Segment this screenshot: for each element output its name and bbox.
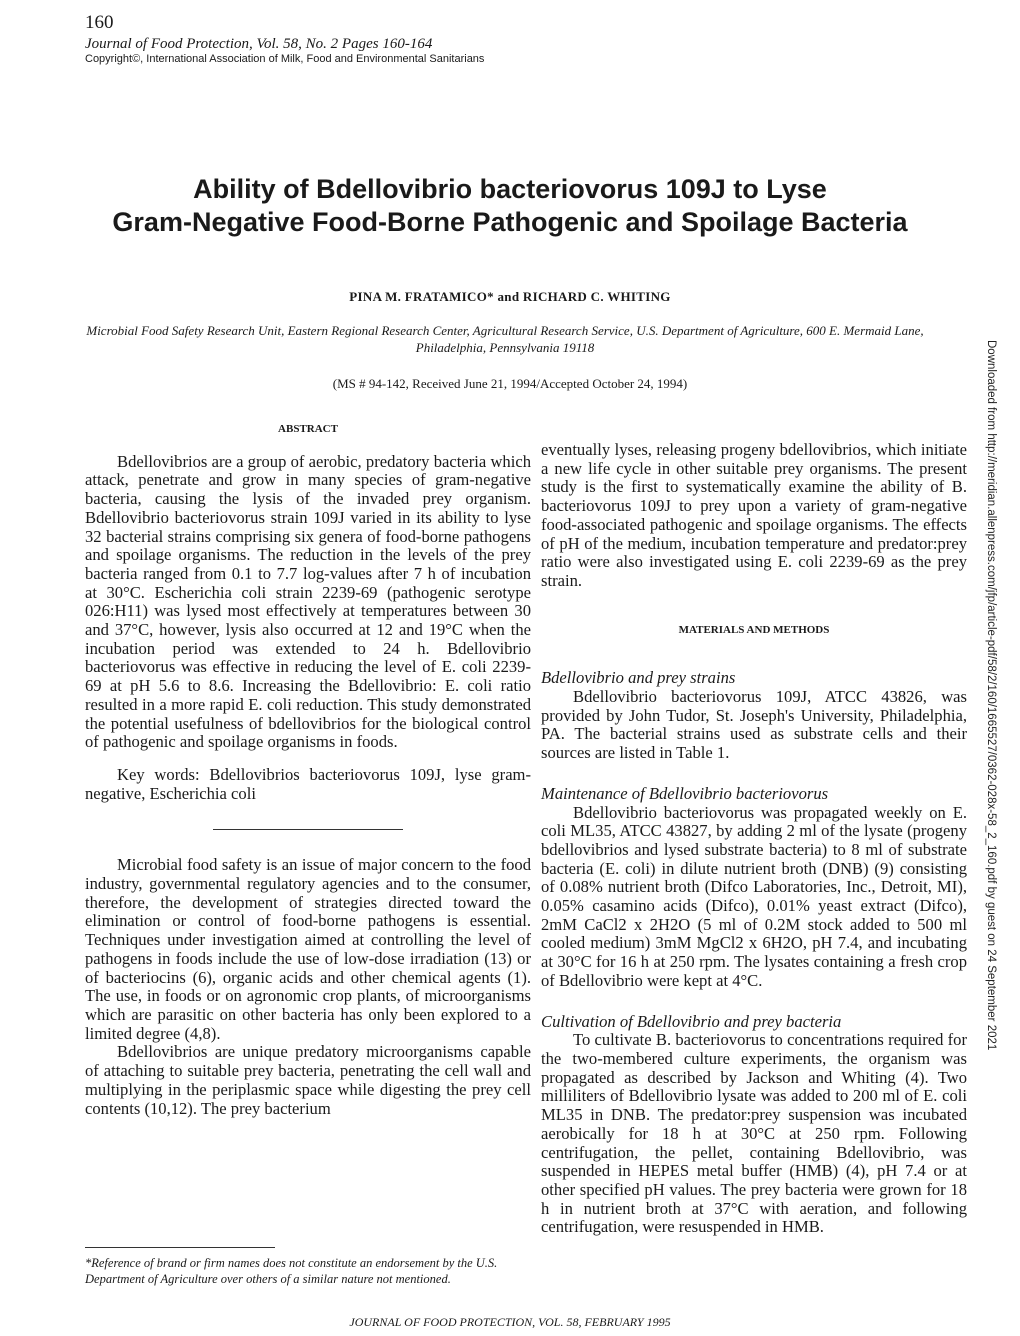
article-title — [0, 173, 1020, 239]
subsection-text: Bdellovibrio bacteriovorus was propagated weekly on E. coli ML35, ATCC 43827, by adding 2 ml of the lysate (progeny bdellovibrios and lysed substrate bacteria) to 8 ml of substrate bacteria (E. coli) in dilute nutrient broth (DNB) (9) consisting of 0.08% nutrient broth (Difco Laboratories, Inc., Detroit, MI), 0.05% casamino acids (Difco), 0.01% yeast extract (Difco), 2mM CaCl2 x 2H2O (5 ml of 0.2M stock added to 500 ml cooled medium) 3mM MgCl2 x 6H2O, pH 7.4, and incubating at 30°C for 16 h at 250 rpm. The lysates containing a fresh crop of Bdellovibrio were kept at 4°C. — [541, 802, 967, 990]
journal-citation: Journal of Food Protection, Vol. 58, No. 2 Pages 160-164 — [85, 36, 433, 52]
title-line-1: Ability of Bdellovibrio bacteriovorus 109J to Lyse — [193, 174, 827, 204]
affiliation: Microbial Food Safety Research Unit, Eastern Regional Research Center, Agricultural Research Service, U.S. Department of Agriculture, 600 E. Mermaid Lane, Philadelphia, Pennsylvania 19118 — [86, 323, 924, 355]
subsection-text: To cultivate B. bacteriovorus to concentrations required for the two-membered culture experiments, the organism was propagated as described by Jackson and Whiting (4). Two milliliters of Bdellovibrio lysate was added to 200 ml of E. coli ML35 in DNB. The predator:prey suspension was incubated aerobically for 18 h at 30°C at 250 rpm. Following centrifugation, the pellet, containing Bdellovibrio, was suspended in HEPES metal buffer (HMB) (4), pH 7.4 or at other specified pH values. The prey bacteria were grown for 18 h in nutrient broth at 37°C with aeration, and following centrifugation, were resuspended in HMB. — [541, 1030, 967, 1237]
keywords: Key words: Bdellovibrios bacteriovorus 109J, lyse gram-negative, Escherichia coli — [85, 764, 531, 803]
abstract-text: Bdellovibrios are a group of aerobic, predatory bacteria which attack, penetrate and grow in many species of gram-negative bacteria, causing the lysis of the invaded prey organism. Bdellovibrio bacteriovorus strain 109J varied in its ability to lyse 32 bacterial strains comprising six genera of food-borne pathogens and spoilage organisms. The reduction in the levels of the prey bacteria ranged from 0.1 to 7.7 log-values after 7 h of incubation at 30°C. Escherichia coli strain 2239-69 (pathogenic serotype 026:H11) was lysed most effectively at temperatures between 30 and 37°C, however, lysis also occurred at 12 and 19°C when the incubation period was extended to 24 h. Bdellovibrio bacteriovorus was effective in reducing the level of E. coli 2239-69 at pH 5.6 to 8.6. Increasing the Bdellovibrio: E. coli ratio resulted in a more rapid E. coli reduction. This study demonstrated the potential usefulness of bdellovibrios for the biological control of pathogenic and spoilage organisms in foods. — [85, 451, 531, 752]
intro-paragraph: Microbial food safety is an issue of major concern to the food industry, governmental regulatory agencies and to the consumer, therefore, the development of strategies directed toward the elimination or control of food-borne pathogens is essential. Techniques under investigation aimed at controlling the level of pathogens in foods include the use of low-dose irradiation (13) or of bacteriocins (6), organic acids and other chemical agents (1). The use, in foods or on agronomic crop plants, of microorganisms which are parasitic on other bacteria has only been explored to a limited degree (4,8). — [85, 855, 531, 1043]
subsection-title: Maintenance of Bdellovibrio bacteriovorus — [541, 783, 829, 803]
methods-heading: MATERIALS AND METHODS — [678, 623, 830, 636]
authors: PINA M. FRATAMICO* and RICHARD C. WHITING — [349, 289, 671, 304]
download-watermark: Downloaded from http://meridian.allenpress.com/jfp/article-pdf/58/2/160/1665527/0362-028x-58_2_160.pdf by guest on 24 September 2021 — [985, 340, 997, 1051]
subsection-title: Bdellovibrio and prey strains — [541, 668, 736, 688]
divider — [213, 829, 403, 830]
subsection-title: Cultivation of Bdellovibrio and prey bacteria — [541, 1011, 842, 1031]
left-column — [85, 420, 531, 1118]
abstract-heading: ABSTRACT — [278, 423, 338, 435]
subsection-text: Bdellovibrio bacteriovorus 109J, ATCC 43826, was provided by John Tudor, St. Joseph's University, Philadelphia, PA. The bacterial strains used as substrate cells and their sources are listed in Table 1. — [541, 687, 967, 763]
intro-continuation: eventually lyses, releasing progeny bdellovibrios, which initiate a new life cycle in other suitable prey organisms. The present study is the first to systematically examine the ability of B. bacteriovorus 109J to prey upon a variety of gram-negative food-associated pathogenic and spoilage organisms. The effects of pH of the medium, incubation temperature and predator:prey ratio were also investigated using E. coli 2239-69 as the prey strain. — [541, 440, 967, 590]
page-number: 160 — [85, 12, 114, 33]
manuscript-info: (MS # 94-142, Received June 21, 1994/Accepted October 24, 1994) — [332, 376, 688, 391]
intro-paragraph: Bdellovibrios are unique predatory microorganisms capable of attaching to suitable prey bacteria, penetrating the cell wall and multiplying in the periplasmic space while digesting the prey cell contents (10,12). The prey bacterium — [85, 1042, 531, 1118]
title-line-2: Gram-Negative Food-Borne Pathogenic and Spoilage Bacteria — [112, 207, 908, 237]
copyright-line: Copyright©, International Association of Milk, Food and Environmental Sanitarians — [85, 53, 485, 65]
footnote: *Reference of brand or firm names does not constitute an endorsement by the U.S. Department of Agriculture over others of a similar nature not mentioned. — [85, 1256, 498, 1286]
footnote-rule — [85, 1247, 275, 1248]
right-column — [541, 441, 967, 1237]
page-footer: JOURNAL OF FOOD PROTECTION, VOL. 58, FEBRUARY 1995 — [349, 1315, 671, 1329]
